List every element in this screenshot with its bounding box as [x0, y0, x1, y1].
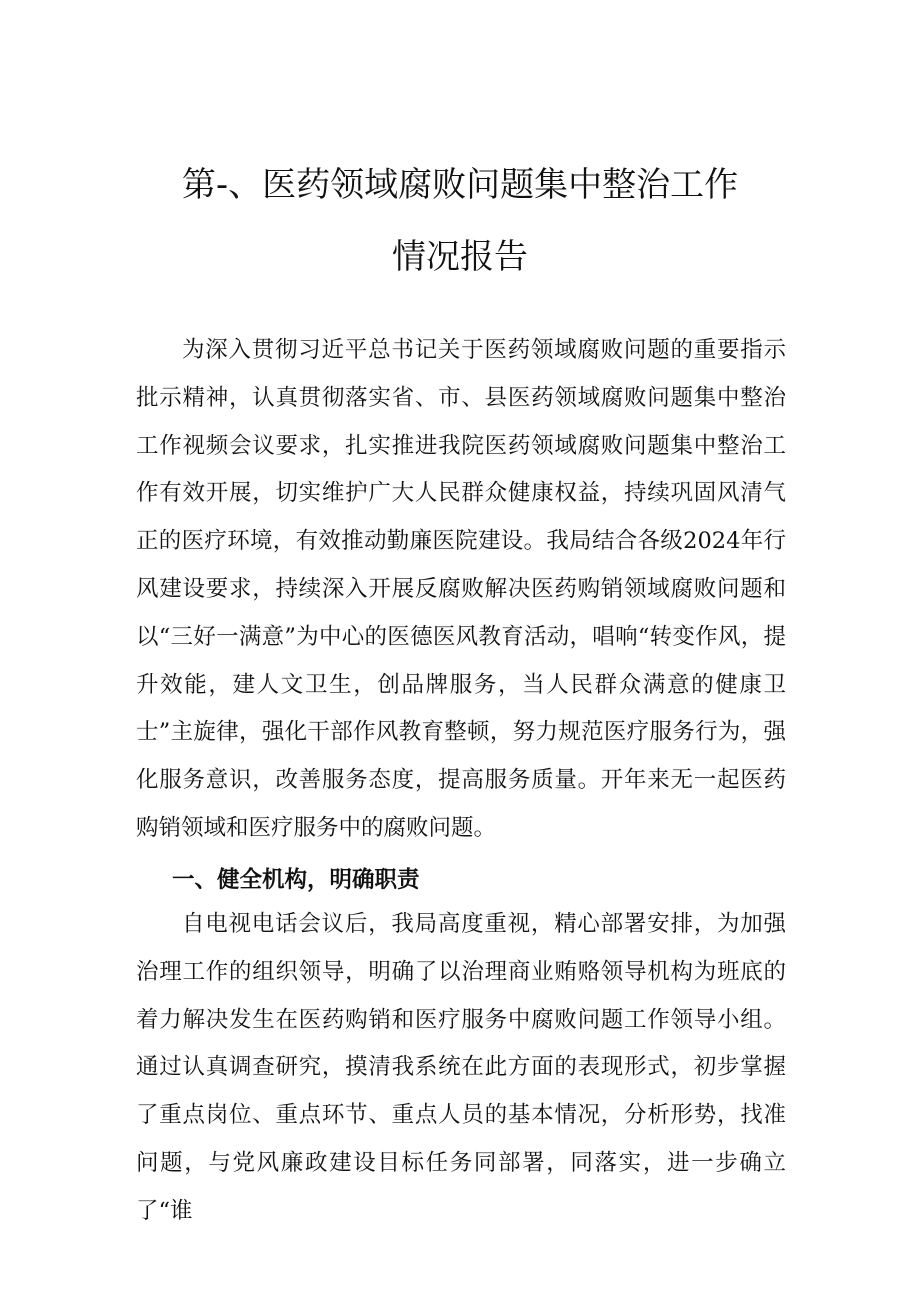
document-title-line-2: 情况报告	[392, 237, 528, 277]
section-heading-1: 一、健全机构，明确职责	[172, 867, 420, 893]
intro-paragraph: 为深入贯彻习近平总书记关于医药领域腐败问题的重要指示批示精神，认真贯彻落实省、市、县医药领域腐败问题集中整治工作视频会议要求，扎实推进我院医药领域腐败问题集中整治工作有效开展，切实维护广大人民群众健康权益，持续巩固风清气正的医疗环境，有效推动勤廉医院建设。我局结合各级2024年行风建设要求，持续深入开展反腐败解决医药购销领域腐败问题和以“三好一满意”为中心的医德医风教育活动，唱响“转变作风，提升效能，建人文卫生，创品牌服务，当人民群众满意的健康卫士”主旋律，强化干部作风教育整顿，努力规范医疗服务行为，强化服务意识，改善服务态度，提高服务质量。开年来无一起医药购销领域和医疗服务中的腐败问题。	[136, 337, 786, 841]
section-1-paragraph: 自电视电话会议后，我局高度重视，精心部署安排，为加强治理工作的组织领导，明确了以治理商业贿赂领导机构为班底的着力解决发生在医药购销和医疗服务中腐败问题工作领导小组。通过认真调查研究，摸清我系统在此方面的表现形式，初步掌握了重点岗位、重点环节、重点人员的基本情况，分析形势，找准问题，与党风廉政建设目标任务同部署，同落实，进一步确立了“谁	[136, 911, 786, 1224]
document-title-line-1: 第-、医药领域腐败问题集中整治工作	[181, 165, 739, 205]
